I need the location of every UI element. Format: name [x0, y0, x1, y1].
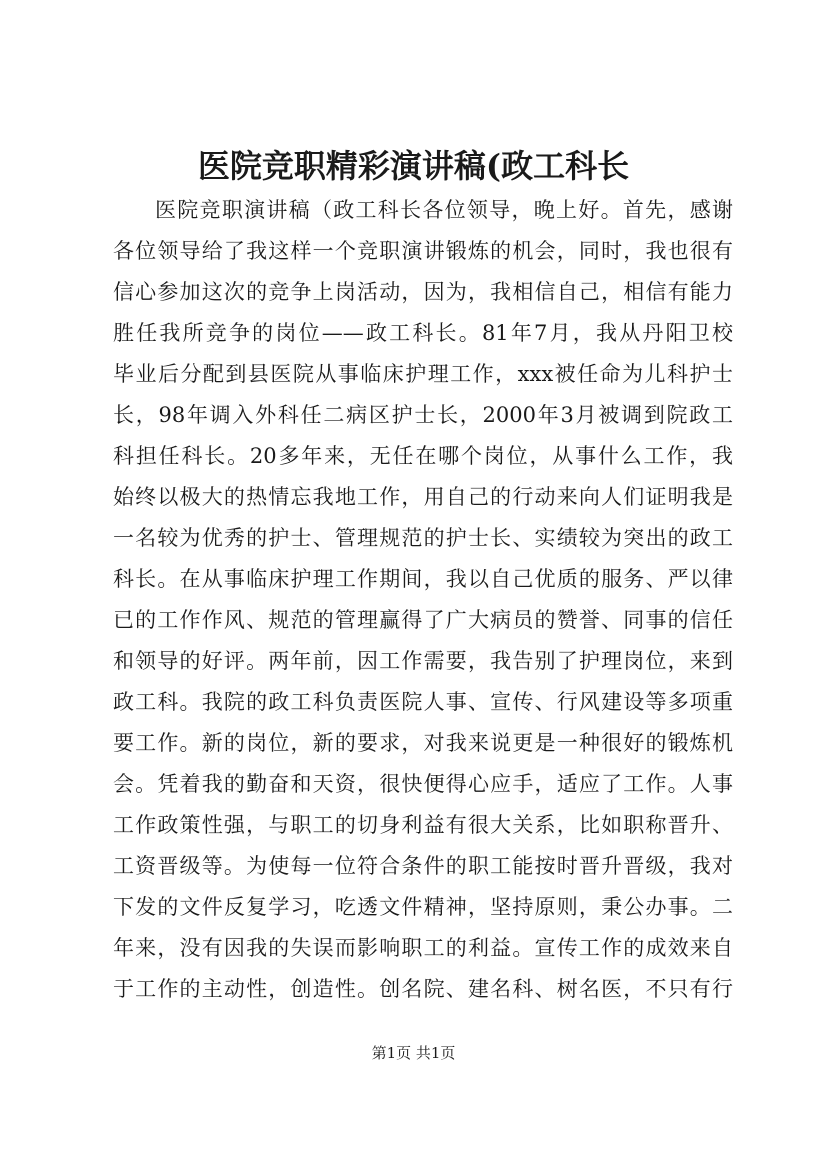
document-title: 医院竞职精彩演讲稿(政工科长 [197, 147, 630, 185]
body-line: 胜任我所竞争的岗位——政工科长。81年7月，我从丹阳卫校 [113, 321, 733, 345]
body-line: 政工科。我院的政工科负责医院人事、宣传、行风建设等多项重 [113, 690, 733, 714]
body-line: 信心参加这次的竞争上岗活动，因为，我相信自己，相信有能力 [113, 280, 733, 304]
body-line: 于工作的主动性，创造性。创名院、建名科、树名医，不只有行 [113, 977, 733, 1001]
body-line: 科担任科长。20多年来，无任在哪个岗位，从事什么工作，我 [113, 444, 733, 468]
body-line: 各位领导给了我这样一个竞职演讲锻炼的机会，同时，我也很有 [113, 239, 733, 263]
body-line: 科长。在从事临床护理工作期间，我以自己优质的服务、严以律 [113, 567, 733, 591]
body-line: 要工作。新的岗位，新的要求，对我来说更是一种很好的锻炼机 [113, 731, 733, 755]
body-line: 一名较为优秀的护士、管理规范的护士长、实绩较为突出的政工 [113, 526, 733, 550]
body-line: 会。凭着我的勤奋和天资，很快便得心应手，适应了工作。人事 [113, 772, 733, 796]
body-line: 毕业后分配到县医院从事临床护理工作，xxx被任命为儿科护士 [113, 362, 733, 386]
body-line: 已的工作作风、规范的管理赢得了广大病员的赞誉、同事的信任 [113, 608, 733, 632]
body-line: 长，98年调入外科任二病区护士长，2000年3月被调到院政工 [113, 403, 733, 427]
body-line: 始终以极大的热情忘我地工作，用自己的行动来向人们证明我是 [113, 485, 733, 509]
document-body [113, 190, 733, 1010]
body-line: 和领导的好评。两年前，因工作需要，我告别了护理岗位，来到 [113, 649, 733, 673]
body-line: 工资晋级等。为使每一位符合条件的职工能按时晋升晋级，我对 [113, 854, 733, 878]
body-line: 医院竞职演讲稿（政工科长各位领导，晚上好。首先，感谢 [155, 198, 733, 222]
body-line: 年来，没有因我的失误而影响职工的利益。宣传工作的成效来自 [113, 936, 733, 960]
page-number-footer: 第1页 共1页 [371, 1044, 456, 1062]
body-line: 工作政策性强，与职工的切身利益有很大关系，比如职称晋升、 [113, 813, 733, 837]
body-line: 下发的文件反复学习，吃透文件精神，坚持原则，秉公办事。二 [113, 895, 733, 919]
